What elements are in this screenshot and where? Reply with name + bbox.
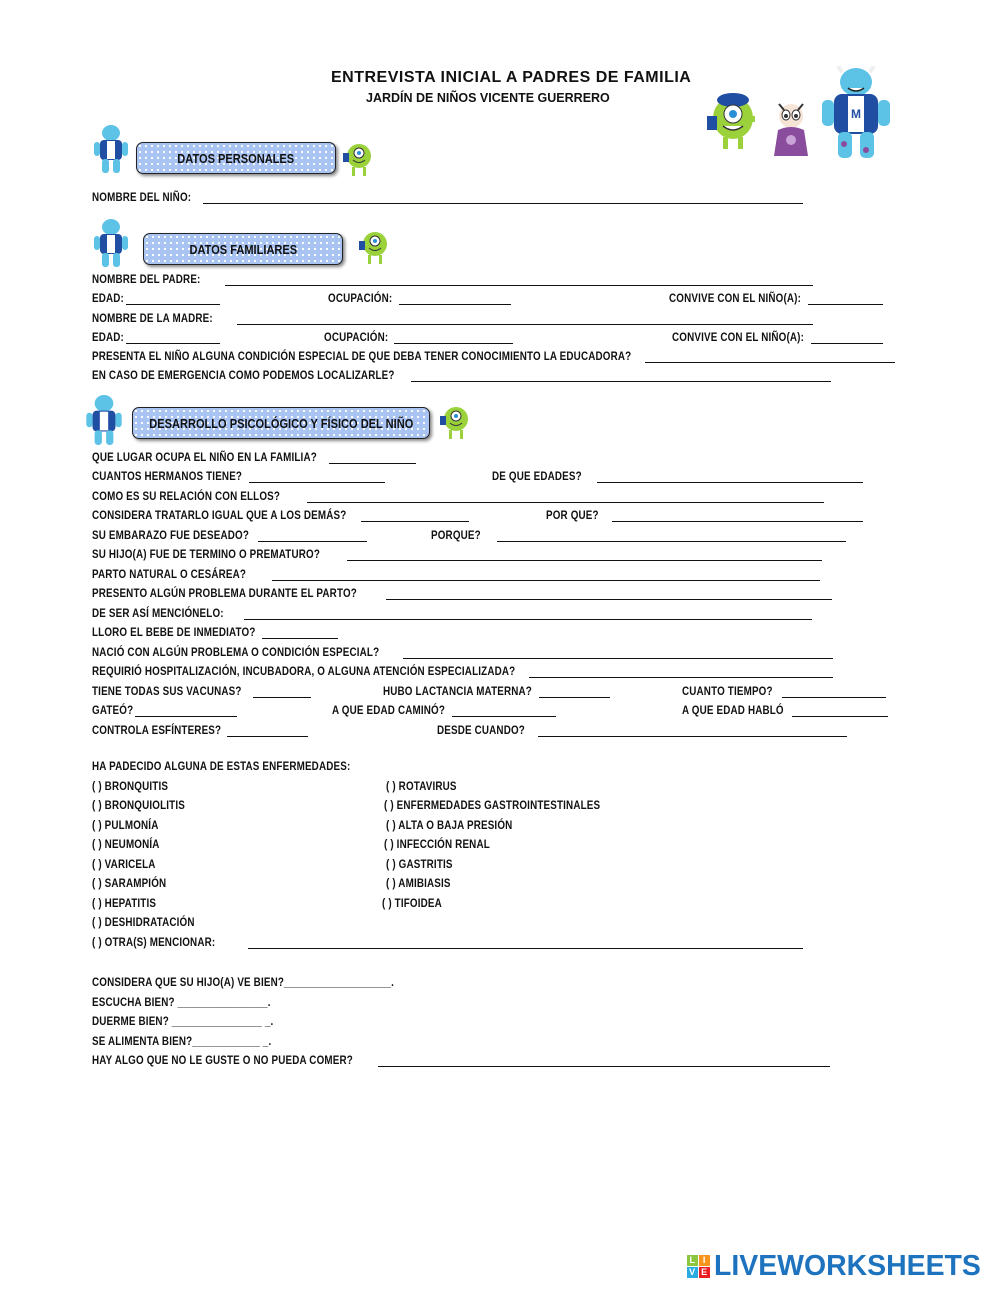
mother-occupation-field[interactable] <box>394 343 513 344</box>
illnesses-heading: HA PADECIDO ALGUNA DE ESTAS ENFERMEDADES: <box>92 759 351 773</box>
section-banner-development <box>132 407 430 439</box>
sulley-small-icon <box>92 218 130 268</box>
brand-name: LIVEWORKSHEETS <box>713 1250 981 1282</box>
illness-option[interactable]: ( ) AMIBIASIS <box>386 876 451 890</box>
section-banner-family <box>143 233 343 265</box>
other-illness-field[interactable] <box>248 948 803 949</box>
hears-well-question[interactable]: ESCUCHA BIEN? ________________. <box>92 995 271 1009</box>
section-title: DATOS FAMILIARES <box>189 241 297 257</box>
illness-option[interactable]: ( ) INFECCIÓN RENAL <box>384 837 490 851</box>
mention-field[interactable] <box>244 619 812 620</box>
illness-option[interactable]: ( ) BRONQUITIS <box>92 779 169 793</box>
mother-name-label: NOMBRE DE LA MADRE: <box>92 311 213 325</box>
birth-type-label: PARTO NATURAL O CESÁREA? <box>92 567 247 581</box>
father-name-field[interactable] <box>225 285 813 286</box>
family-place-label: QUE LUGAR OCUPA EL NIÑO EN LA FAMILIA? <box>92 450 317 464</box>
food-dislike-label: HAY ALGO QUE NO LE GUSTE O NO PUEDA COMER? <box>92 1053 353 1067</box>
hospital-field[interactable] <box>529 677 833 678</box>
vaccines-label: TIENE TODAS SUS VACUNAS? <box>92 684 242 698</box>
born-problem-field[interactable] <box>403 658 833 659</box>
how-long-field[interactable] <box>782 697 886 698</box>
father-name-label: NOMBRE DEL PADRE: <box>92 272 201 286</box>
other-illness-label: ( ) OTRA(S) MENCIONAR: <box>92 935 216 949</box>
illness-option[interactable]: ( ) DESHIDRATACIÓN <box>92 915 195 929</box>
father-age-field[interactable] <box>126 304 220 305</box>
since-when-field[interactable] <box>538 736 847 737</box>
how-long-label: CUANTO TIEMPO? <box>682 684 773 698</box>
section-banner-personal <box>136 142 336 174</box>
illness-option[interactable]: ( ) BRONQUIOLITIS <box>92 798 185 812</box>
child-name-label: NOMBRE DEL NIÑO: <box>92 190 192 204</box>
emergency-label: EN CASO DE EMERGENCIA COMO PODEMOS LOCALIZARLE? <box>92 368 395 382</box>
crawled-field[interactable] <box>135 716 237 717</box>
walked-label: A QUE EDAD CAMINÓ? <box>332 703 446 717</box>
mike-small-icon <box>357 227 393 265</box>
illness-option[interactable]: ( ) SARAMPIÓN <box>92 876 167 890</box>
born-problem-label: NACIÓ CON ALGÚN PROBLEMA O CONDICIÓN ESPECIAL? <box>92 645 380 659</box>
sulley-small-icon <box>92 124 130 174</box>
because-field[interactable] <box>497 541 846 542</box>
illness-option[interactable]: ( ) ROTAVIRUS <box>386 779 457 793</box>
illness-option[interactable]: ( ) TIFOIDEA <box>382 896 442 910</box>
sphincters-label: CONTROLA ESFÍNTERES? <box>92 723 222 737</box>
illness-option[interactable]: ( ) GASTRITIS <box>386 857 453 871</box>
sphincters-field[interactable] <box>227 736 308 737</box>
because-label: PORQUE? <box>431 528 481 542</box>
mother-lives-with-label: CONVIVE CON EL NIÑO(A): <box>672 330 805 344</box>
vaccines-field[interactable] <box>253 697 311 698</box>
crawled-label: GATEÓ? <box>92 703 134 717</box>
walked-field[interactable] <box>452 716 556 717</box>
mother-name-field[interactable] <box>237 324 813 325</box>
treat-equal-label: CONSIDERA TRATARLO IGUAL QUE A LOS DEMÁS? <box>92 508 347 522</box>
liveworksheets-logo[interactable] <box>687 1250 986 1283</box>
special-condition-label: PRESENTA EL NIÑO ALGUNA CONDICIÓN ESPECIAL DE QUE DEBA TENER CONOCIMIENTO LA EDUCADORA? <box>92 349 632 363</box>
child-name-field[interactable] <box>203 203 803 204</box>
illness-option[interactable]: ( ) NEUMONÍA <box>92 837 160 851</box>
document-title: ENTREVISTA INICIAL A PADRES DE FAMILIA <box>331 69 692 86</box>
hospital-label: REQUIRIÓ HOSPITALIZACIÓN, INCUBADORA, O ALGUNA ATENCIÓN ESPECIALIZADA? <box>92 664 516 678</box>
mother-age-label: EDAD: <box>92 330 124 344</box>
illness-option[interactable]: ( ) VARICELA <box>92 857 156 871</box>
section-title: DATOS PERSONALES <box>177 150 295 166</box>
father-lives-with-field[interactable] <box>808 304 883 305</box>
breastfeeding-label: HUBO LACTANCIA MATERNA? <box>383 684 532 698</box>
eats-well-question[interactable]: SE ALIMENTA BIEN?____________ _. <box>92 1034 272 1048</box>
treat-equal-field[interactable] <box>361 521 469 522</box>
siblings-field[interactable] <box>249 482 385 483</box>
sees-well-question[interactable]: CONSIDERA QUE SU HIJO(A) VE BIEN?___________________. <box>92 975 395 989</box>
emergency-field[interactable] <box>411 381 831 382</box>
relationship-field[interactable] <box>307 502 824 503</box>
father-occupation-field[interactable] <box>399 304 511 305</box>
cried-label: LLORO EL BEBE DE INMEDIATO? <box>92 625 256 639</box>
birth-problem-field[interactable] <box>386 599 832 600</box>
logo-letters-icon: L I V E <box>687 1255 710 1278</box>
wanted-pregnancy-field[interactable] <box>258 541 367 542</box>
boo-character-icon <box>770 98 812 158</box>
siblings-ages-label: DE QUE EDADES? <box>492 469 582 483</box>
why-label: POR QUE? <box>546 508 599 522</box>
section-title: DESARROLLO PSICOLÓGICO Y FÍSICO DEL NIÑO <box>148 415 414 431</box>
father-lives-with-label: CONVIVE CON EL NIÑO(A): <box>669 291 802 305</box>
sleeps-well-question[interactable]: DUERME BIEN? ________________ _. <box>92 1014 274 1028</box>
term-label: SU HIJO(A) FUE DE TERMINO O PREMATURO? <box>92 547 320 561</box>
illness-option[interactable]: ( ) ENFERMEDADES GASTROINTESTINALES <box>384 798 601 812</box>
mother-lives-with-field[interactable] <box>811 343 883 344</box>
mention-label: DE SER ASÍ MENCIÓNELO: <box>92 606 224 620</box>
mike-character-icon <box>703 88 763 150</box>
cried-field[interactable] <box>262 638 338 639</box>
father-occupation-label: OCUPACIÓN: <box>328 291 393 305</box>
siblings-label: CUANTOS HERMANOS TIENE? <box>92 469 243 483</box>
special-condition-field[interactable] <box>645 362 895 363</box>
illness-option[interactable]: ( ) ALTA O BAJA PRESIÓN <box>386 818 513 832</box>
since-when-label: DESDE CUANDO? <box>437 723 525 737</box>
mike-small-icon <box>341 139 377 177</box>
illness-option[interactable]: ( ) HEPATITIS <box>92 896 157 910</box>
mother-occupation-label: OCUPACIÓN: <box>324 330 389 344</box>
father-age-label: EDAD: <box>92 291 124 305</box>
sulley-character-icon <box>818 66 894 160</box>
term-field[interactable] <box>347 560 822 561</box>
spoke-label: A QUE EDAD HABLÓ <box>682 703 784 717</box>
school-name: JARDÍN DE NIÑOS VICENTE GUERRERO <box>366 91 610 105</box>
svg-text:M: M <box>851 107 861 121</box>
family-place-field[interactable] <box>329 463 416 464</box>
spoke-field[interactable] <box>792 716 888 717</box>
wanted-pregnancy-label: SU EMBARAZO FUE DESEADO? <box>92 528 250 542</box>
mother-age-field[interactable] <box>126 343 220 344</box>
breastfeeding-field[interactable] <box>539 697 610 698</box>
illness-option[interactable]: ( ) PULMONÍA <box>92 818 159 832</box>
sulley-small-icon <box>84 394 124 446</box>
relationship-label: COMO ES SU RELACIÓN CON ELLOS? <box>92 489 281 503</box>
siblings-ages-field[interactable] <box>597 482 863 483</box>
food-dislike-field[interactable] <box>378 1066 830 1067</box>
birth-type-field[interactable] <box>272 580 820 581</box>
birth-problem-label: PRESENTO ALGÚN PROBLEMA DURANTE EL PARTO? <box>92 586 357 600</box>
mike-small-icon <box>438 402 474 440</box>
why-field[interactable] <box>612 521 863 522</box>
